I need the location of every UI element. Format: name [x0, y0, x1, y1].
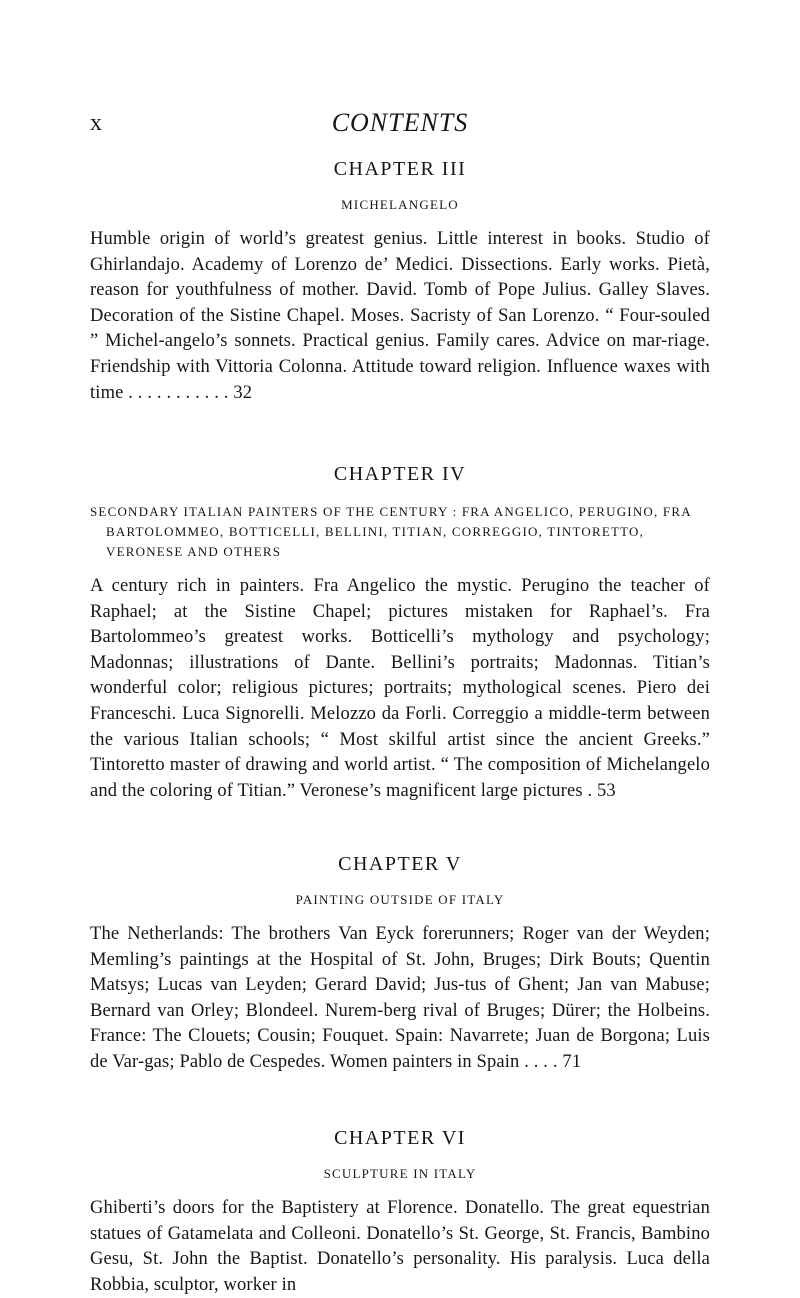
chapter-summary-text: A century rich in painters. Fra Angelico the mystic. Perugino the teacher of Raphael; at the Sistine Chapel; pictures mistaken for Raphael’s. Fra Bartolommeo’s greatest works. Botticelli’s mythology and psychology; Madonnas; illustrations of Dante. Bellini’s portraits; Madonnas. Titian’s wonderful color; religious pictures; portraits; mythological scenes. Piero dei Franceschi. Luca Signorelli. Melozzo da Forli. Correggio a middle-term between the various Italian schools; “ Most skilful artist since the ancient Greeks.” Tintoretto master of drawing and world artist. “ The composition of Michelangelo and the coloring of Titian.” Veronese’s magnificent large pictures . — [90, 576, 710, 801]
chapter-page-number: 32 — [233, 382, 253, 403]
chapter-heading: CHAPTER VI — [334, 1127, 466, 1149]
chapter-heading: CHAPTER IV — [333, 463, 467, 485]
chapter-summary — [90, 227, 710, 406]
chapter-page-number: 71 — [562, 1051, 582, 1072]
chapter-heading: CHAPTER III — [333, 158, 467, 180]
chapter-subject: PAINTING OUTSIDE OF ITALY — [295, 892, 505, 907]
chapter-summary — [90, 574, 710, 804]
chapter-summary — [90, 922, 710, 1076]
chapter-entry-v — [90, 852, 710, 1076]
running-head — [90, 108, 710, 148]
chapter-summary-text: Ghiberti’s doors for the Baptistery at Florence. Donatello. The great equestrian statues of Gatamelata and Colleoni. Donatello’s St. George, St. Francis, Bambino Gesu, St. John the Baptist. Donatello’s personality. His paralysis. Luca della Robbia, sculptor, worker in — [90, 1198, 710, 1295]
chapter-entry-iv — [90, 462, 710, 804]
chapter-summary-text: Humble origin of world’s greatest genius. Little interest in books. Studio of Ghirlandajo. Academy of Lorenzo de’ Medici. Dissections. Early works. Pietà, reason for youthfulness of mother. David. Tomb of Pope Julius. Galley Slaves. Decoration of the Sistine Chapel. Moses. Sacristy of San Lorenzo. “ Four-souled ” Michel-angelo’s sonnets. Practical genius. Family cares. Advice on mar-riage. Friendship with Vittoria Colonna. Attitude toward religion. Influence waxes with time . . . . . . . . . . . — [90, 229, 710, 403]
chapter-subject: SECONDARY ITALIAN PAINTERS OF THE CENTURY : FRA ANGELICO, PERUGINO, FRA BARTOLOMMEO, BOTTICELLI, BELLINI, TITIAN, CORREGGIO, TINTORETTO, VERONESE AND OTHERS — [90, 504, 692, 559]
chapter-heading: CHAPTER V — [338, 853, 462, 875]
page-folio: x — [90, 110, 103, 136]
chapter-entry-iii — [90, 157, 710, 406]
chapter-subject: SCULPTURE IN ITALY — [323, 1166, 477, 1181]
chapter-entry-vi — [90, 1126, 710, 1298]
chapter-summary-text: The Netherlands: The brothers Van Eyck forerunners; Roger van der Weyden; Memling’s paintings at the Hospital of St. John, Bruges; Dirk Bouts; Quentin Matsys; Lucas van Leyden; Gerard David; Jus-tus of Ghent; Jan van Mabuse; Bernard van Orley; Blondeel. Nurem-berg rival of Bruges; Dürer; the Holbeins. France: The Clouets; Cousin; Fouquet. Spain: Navarrete; Juan de Borgona; Luis de Var-gas; Pablo de Cespedes. Women painters in Spain . . . . — [90, 924, 710, 1072]
page-title: CONTENTS — [331, 108, 469, 137]
chapter-page-number: 53 — [597, 780, 616, 801]
chapter-subject: MICHELANGELO — [341, 197, 459, 212]
